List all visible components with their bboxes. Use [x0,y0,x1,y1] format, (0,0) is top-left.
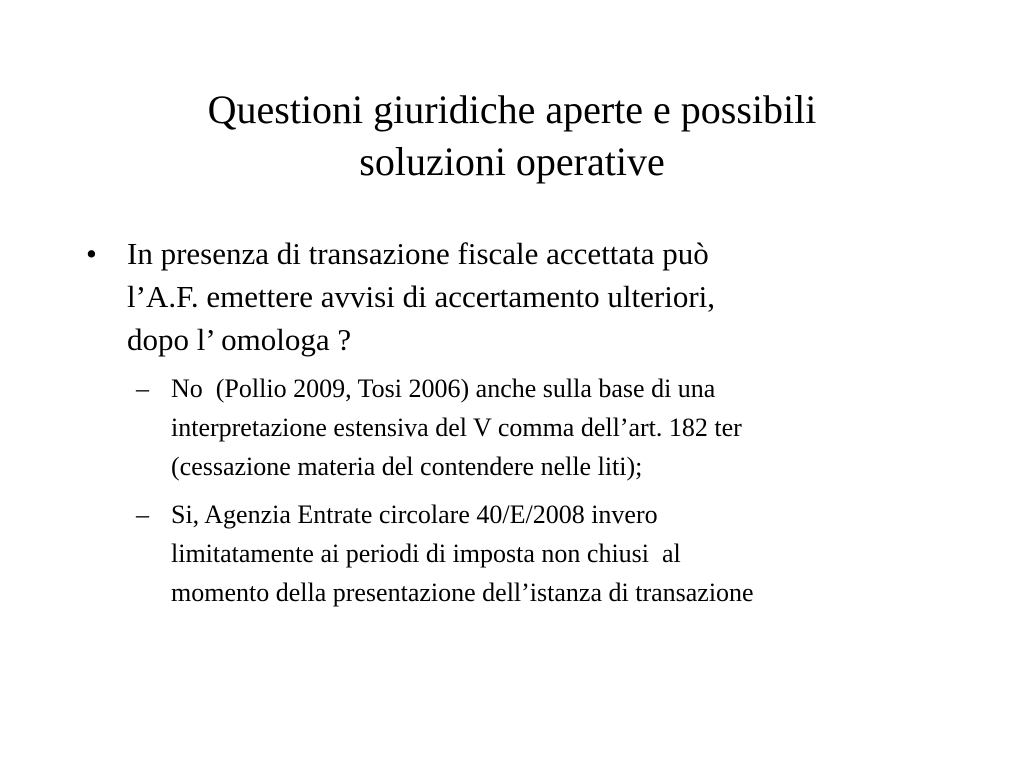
sub-bullet-text [171,369,976,486]
main-bullet-line: dopo l’ omologa ? [127,322,352,357]
sub-bullet-si [136,495,976,612]
sub-bullet-line: Si, Agenzia Entrate circolare 40/E/2008 invero [171,500,658,529]
main-bullet-line: In presenza di transazione fiscale accettata può [127,236,709,271]
sub-bullet-line: interpretazione estensiva del V comma dell’art. 182 ter [171,413,742,442]
sub-bullet-list [86,369,976,612]
slide-title [100,84,924,188]
sub-bullet-marker: – [136,374,149,403]
sub-bullet-no [136,369,976,486]
sub-bullet-line: momento della presentazione dell’istanza di transazione [171,578,754,607]
slide-body [86,232,976,621]
slide-title-line: Questioni giuridiche aperte e possibili [207,87,817,132]
main-bullet [86,232,976,361]
main-bullet-text [127,232,976,361]
sub-bullet-marker: – [136,500,149,529]
sub-bullet-line: No (Pollio 2009, Tosi 2006) anche sulla base di una [171,374,716,403]
bullet-marker: • [86,236,97,271]
sub-bullet-text [171,495,976,612]
slide-title-line: soluzioni operative [359,139,665,184]
sub-bullet-line: (cessazione materia del contendere nelle liti); [171,452,643,481]
main-bullet-line: l’A.F. emettere avvisi di accertamento ulteriori, [127,279,716,314]
sub-bullet-line: limitatamente ai periodi di imposta non chiusi al [171,539,681,568]
